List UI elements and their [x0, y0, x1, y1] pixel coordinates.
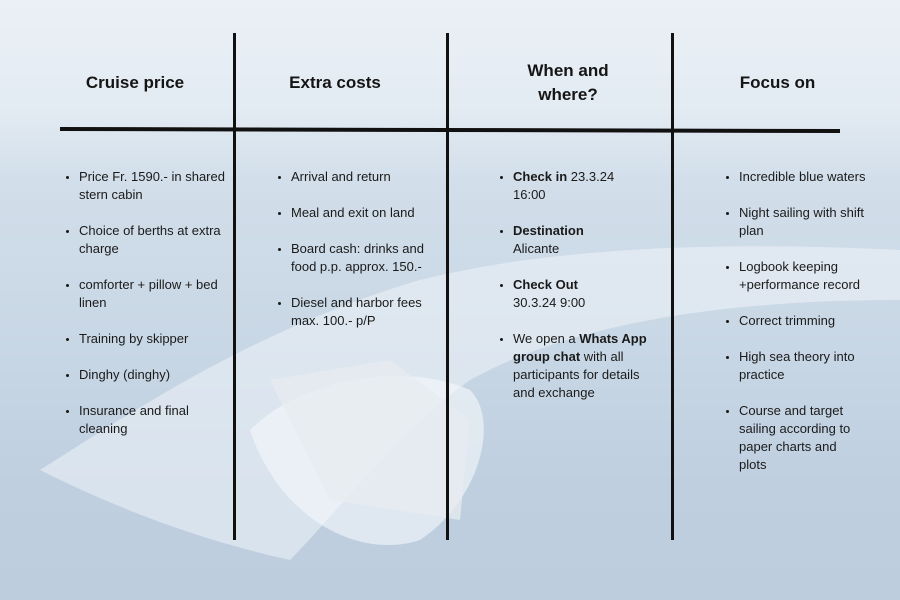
heading-extra-costs: Extra costs [289, 73, 381, 92]
list-item: • High sea theory into practice [739, 348, 867, 384]
vertical-divider-3 [671, 33, 674, 540]
list-item-whatsapp: • We open a Whats App group chat with all participants for details and exchange [513, 330, 648, 402]
list-item: • Diesel and harbor fees max. 100.- p/P [291, 294, 441, 330]
list-cruise-price [62, 168, 229, 456]
list-item: • Board cash: drinks and food p.p. approx. 150.- [291, 240, 441, 276]
heading-cruise-price: Cruise price [85, 73, 185, 92]
vertical-divider-1 [233, 33, 236, 540]
list-item: • Incredible blue waters [739, 168, 867, 186]
list-item: • Meal and exit on land [291, 204, 441, 222]
list-item: • Night sailing with shift plan [739, 204, 867, 240]
list-extra-costs [274, 168, 441, 348]
list-item-check-in: • Check in 23.3.24 16:00 [513, 168, 648, 204]
list-focus-on [722, 168, 867, 492]
list-item: • Training by skipper [79, 330, 229, 348]
list-item: • Choice of berths at extra charge [79, 222, 229, 258]
list-item: • Dinghy (dinghy) [79, 366, 229, 384]
list-item: • Insurance and final cleaning [79, 402, 229, 438]
list-item: • Correct trimming [739, 312, 867, 330]
heading-when-and-where: When and where? [527, 61, 609, 104]
list-when-and-where [496, 168, 648, 420]
vertical-divider-2 [446, 33, 449, 540]
list-item-check-out: • Check Out 30.3.24 9:00 [513, 276, 648, 312]
list-item: • comforter + pillow + bed linen [79, 276, 229, 312]
list-item: • Price Fr. 1590.- in shared stern cabin [79, 168, 229, 204]
list-item: • Course and target sailing according to paper charts and plots [739, 402, 867, 474]
list-item: • Arrival and return [291, 168, 441, 186]
list-item-destination: • Destination Alicante [513, 222, 648, 258]
heading-focus-on: Focus on [739, 73, 816, 92]
list-item: • Logbook keeping +performance record [739, 258, 867, 294]
